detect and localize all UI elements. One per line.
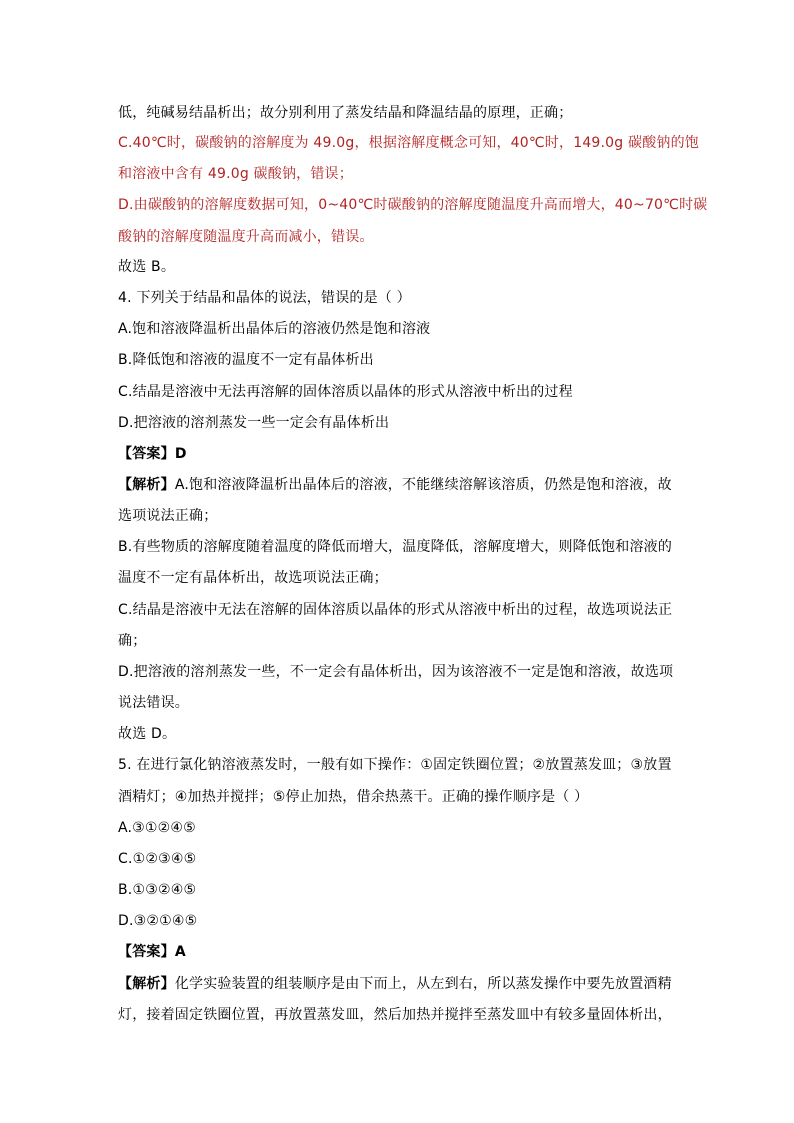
text-line: 温度不一定有晶体析出，故选项说法正确； xyxy=(118,570,388,586)
text-line: 说法错误。 xyxy=(118,695,189,711)
text-line: 酒精灯；④加热并搅拌；⑤停止加热，借余热蒸干。正确的操作顺序是（ ） xyxy=(118,789,589,805)
question-5-option-a: A.③①②④⑤ xyxy=(118,820,196,836)
question-5-option-c: C.①②③④⑤ xyxy=(118,851,197,867)
question-4-option-a: A.饱和溶液降温析出晶体后的溶液仍然是饱和溶液 xyxy=(118,321,431,337)
text-line: 确； xyxy=(118,633,147,649)
text-line: 选项说法正确； xyxy=(118,508,218,524)
text-line: 灯，接着固定铁圈位置，再放置蒸发皿，然后加热并搅拌至蒸发皿中有较多量固体析出， xyxy=(118,1007,672,1023)
question-4-stem: 4. 下列关于结晶和晶体的说法，错误的是（ ） xyxy=(118,290,411,306)
text-line: 酸钠的溶解度随温度升高而减小，错误。 xyxy=(118,229,374,245)
text-line: 和溶液中含有 49.0g 碳酸钠，错误； xyxy=(118,166,353,182)
section-text: A.饱和溶液降温析出晶体后的溶液，不能继续溶解该溶质，仍然是饱和溶液，故 xyxy=(174,477,672,493)
question-4-option-b: B.降低饱和溶液的温度不一定有晶体析出 xyxy=(118,352,374,368)
text-line-option-d: D.由碳酸钠的溶解度数据可知，0~40℃时碳酸钠的溶解度随温度升高而增大，40~70℃时碳 xyxy=(118,197,708,213)
answer-choice-line: 故选 B。 xyxy=(118,259,176,275)
question-4-answer xyxy=(118,444,678,464)
text-line: D.把溶液的溶剂蒸发一些，不一定会有晶体析出，因为该溶液不一定是饱和溶液，故选项 xyxy=(118,664,674,680)
section-label: 【答案】 xyxy=(118,944,175,960)
question-5-answer xyxy=(118,942,678,962)
text-line: C.结晶是溶液中无法在溶解的固体溶质以晶体的形式从溶液中析出的过程，故选项说法正 xyxy=(118,602,673,618)
section-text: D xyxy=(174,446,187,462)
text-line: 低，纯碱易结晶析出；故分别利用了蒸发结晶和降温结晶的原理，正确； xyxy=(118,105,573,121)
text-line-option-c: C.40℃时，碳酸钠的溶解度为 49.0g，根据溶解度概念可知，40℃时，149.0g 碳酸钠的饱 xyxy=(118,135,700,151)
question-5-stem: 5. 在进行氯化钠溶液蒸发时，一般有如下操作：①固定铁圈位置；②放置蒸发皿；③放置 xyxy=(118,757,672,773)
question-4-analysis xyxy=(118,475,678,495)
question-4-option-d: D.把溶液的溶剂蒸发一些一定会有晶体析出 xyxy=(118,415,390,431)
question-5-option-d: D.③②①④⑤ xyxy=(118,913,198,929)
answer-choice-line: 故选 D。 xyxy=(118,726,177,742)
text-line: B.有些物质的溶解度随着温度的降低而增大，温度降低，溶解度增大，则降低饱和溶液的 xyxy=(118,539,673,555)
section-text: A xyxy=(174,944,186,960)
question-5-option-b: B.①③②④⑤ xyxy=(118,882,197,898)
section-text: 化学实验装置的组装顺序是由下而上，从左到右，所以蒸发操作中要先放置酒精 xyxy=(174,976,672,992)
section-label: 【解析】 xyxy=(118,477,175,493)
question-5-analysis xyxy=(118,974,678,994)
section-label: 【答案】 xyxy=(118,446,175,462)
question-4-option-c: C.结晶是溶液中无法再溶解的固体溶质以晶体的形式从溶液中析出的过程 xyxy=(118,384,573,400)
section-label: 【解析】 xyxy=(118,976,175,992)
